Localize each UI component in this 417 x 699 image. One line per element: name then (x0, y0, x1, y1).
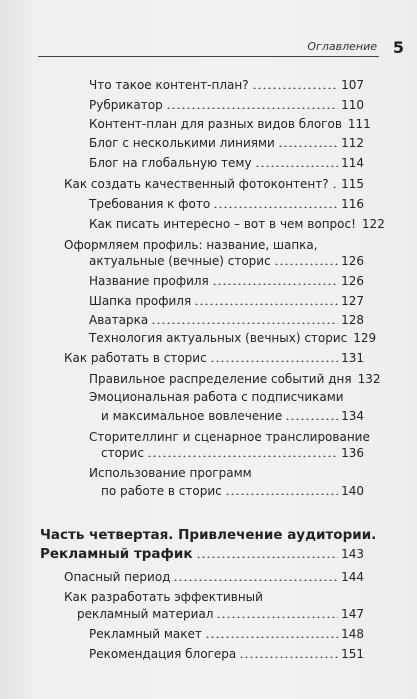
toc-part-title: Часть четвертая. Привлечение аудитории. (40, 527, 377, 543)
dot-leader (225, 484, 338, 495)
dot-leader (205, 627, 338, 638)
toc-entry (64, 177, 364, 192)
toc-entry-line (64, 590, 364, 605)
dot-leader (278, 136, 338, 147)
toc-entry-page: 136 (341, 446, 364, 460)
toc-entry (64, 570, 364, 585)
toc-entry-page: 128 (341, 313, 364, 327)
toc-entry-title: рекламный материал (77, 607, 214, 621)
toc-entry-page: 140 (341, 484, 364, 498)
toc-entry-title: по работе в сторис (101, 484, 222, 498)
toc-entry-page: 126 (341, 254, 364, 268)
toc-entry-title: Требования к фото (89, 197, 211, 211)
toc-entry-title: Рекламный макет (89, 627, 202, 641)
toc-entry-title: Аватарка (89, 313, 149, 327)
toc-entry (64, 351, 364, 366)
toc-entry-page: 116 (341, 197, 364, 211)
toc-entry (101, 446, 364, 461)
toc-entry (77, 607, 364, 622)
toc-entry (89, 217, 385, 232)
dot-leader (285, 409, 338, 420)
toc-entry (89, 627, 364, 642)
toc-entry-title: Что такое контент-план? (89, 78, 249, 92)
toc-part-heading (40, 544, 364, 562)
toc-entry-title: Правильное распределение событий дня (89, 372, 352, 386)
dot-leader (252, 78, 339, 89)
toc-entry-line (89, 466, 364, 481)
toc-entry-page: 151 (341, 647, 364, 661)
toc-entry-page: 114 (341, 156, 364, 170)
toc-entry-title: Как создать качественный фотоконтент? (64, 177, 329, 191)
toc-entry-page: 134 (341, 409, 364, 423)
toc-entry-page: 110 (341, 98, 364, 112)
toc-entry (89, 331, 377, 346)
toc-entry (89, 117, 371, 132)
toc-entry-title: Шапка профиля (89, 294, 192, 308)
toc-entry-page: 126 (341, 274, 364, 288)
toc-entry-title: Как разработать эффективный (64, 590, 263, 604)
toc-entry-title: Рекомендация блогера (89, 647, 237, 661)
dot-leader (213, 197, 338, 208)
dot-leader (194, 294, 338, 305)
toc-entry-page: 147 (341, 607, 364, 621)
dot-leader (216, 607, 338, 618)
dot-leader (166, 98, 338, 109)
dot-leader (212, 274, 338, 285)
toc-part-title: Рекламный трафик (40, 546, 193, 562)
toc-entry-title: Название профиля (89, 274, 209, 288)
toc-entry (101, 409, 364, 424)
toc-entry (89, 294, 364, 309)
toc-entry-page: 132 (357, 372, 381, 386)
toc-entry-line (64, 238, 364, 253)
page-number: 5 (392, 38, 404, 57)
toc-entry-page: 148 (341, 627, 364, 641)
toc-entry (89, 78, 364, 93)
toc-entry (89, 313, 364, 328)
dot-leader (274, 254, 338, 265)
toc-entry-title: актуальные (вечные) сторис (89, 254, 271, 268)
toc-entry-line (89, 390, 364, 405)
toc-entry (89, 274, 364, 289)
toc-entry-title: Технология актуальных (вечных) сторис (89, 331, 348, 345)
toc-entry-title: Использование программ (89, 466, 252, 480)
toc-entry (89, 372, 381, 387)
toc-entry-title: Блог на глобальную тему (89, 156, 252, 170)
dot-leader (173, 570, 338, 581)
dot-leader (147, 446, 338, 457)
toc-entry-title: Рубрикатор (89, 98, 163, 112)
dot-leader (196, 544, 339, 558)
toc-entry-page: 144 (341, 570, 364, 584)
dot-leader (239, 647, 338, 658)
toc-entry (89, 254, 364, 269)
dot-leader (151, 313, 338, 324)
toc-entry-page: 143 (341, 547, 364, 561)
dot-leader (332, 177, 338, 188)
toc-entry-title: Опасный период (64, 570, 171, 584)
toc-entry (89, 136, 364, 151)
toc-entry-title: и максимальное вовлечение (101, 409, 283, 423)
toc-entry-page: 115 (341, 177, 364, 191)
running-header: Оглавление (307, 40, 377, 53)
toc-entry-title: Как работать в сторис (64, 351, 207, 365)
toc-entry-title: сторис (101, 446, 144, 460)
toc-entry (89, 98, 364, 113)
toc-entry-page: 122 (361, 217, 385, 231)
toc-entry (89, 197, 364, 212)
toc-entry (89, 647, 364, 662)
dot-leader (210, 351, 338, 362)
header-rule (38, 56, 379, 57)
toc-entry-page: 127 (341, 294, 364, 308)
toc-entry-page: 107 (341, 78, 364, 92)
toc-entry-title: Контент-план для разных видов блогов (89, 117, 342, 131)
toc-entry-page: 111 (347, 117, 371, 131)
dot-leader (255, 156, 339, 167)
toc-entry-title: Оформляем профиль: название, шапка, (64, 238, 318, 252)
toc-entry (101, 484, 364, 499)
toc-entry-page: 112 (341, 136, 364, 150)
toc-entry-title: Сторителлинг и сценарное транслирование (89, 430, 370, 444)
toc-part-heading-line (40, 526, 377, 544)
toc-entry-title: Как писать интересно – вот в чем вопрос! (89, 217, 356, 231)
toc-entry-line (89, 430, 370, 445)
toc-entry (89, 156, 364, 171)
toc-entry-title: Блог с несколькими линиями (89, 136, 275, 150)
toc-entry-page: 129 (353, 331, 377, 345)
toc-entry-page: 131 (341, 351, 364, 365)
toc-entry-title: Эмоциональная работа с подписчиками (89, 390, 344, 404)
